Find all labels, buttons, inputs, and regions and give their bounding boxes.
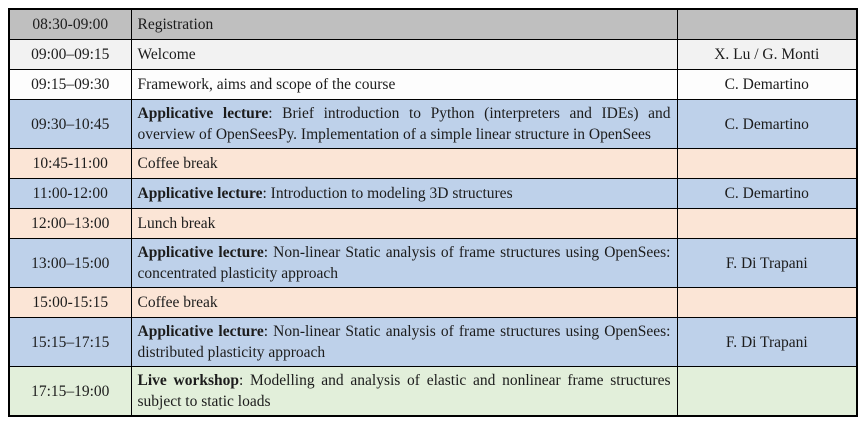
time-cell: 09:15–09:30 — [9, 70, 131, 100]
speaker-cell — [677, 9, 857, 40]
schedule-table — [8, 8, 858, 417]
table-row — [9, 288, 857, 318]
table-row — [9, 40, 857, 70]
lecture-type-label: Applicative lecture — [137, 244, 264, 261]
description-cell: Registration — [131, 9, 677, 40]
time-cell: 11:00-12:00 — [9, 179, 131, 209]
speaker-cell: X. Lu / G. Monti — [677, 40, 857, 70]
lecture-type-label: Applicative lecture — [137, 185, 263, 202]
description-cell: Welcome — [131, 40, 677, 70]
description-cell: Applicative lecture: Non-linear Static analysis of frame structures using OpenSees: distributed plasticity approach — [131, 318, 677, 367]
table-row — [9, 318, 857, 367]
lecture-type-label: Applicative lecture — [137, 323, 264, 340]
speaker-cell — [677, 367, 857, 417]
time-cell: 09:30–10:45 — [9, 100, 131, 149]
speaker-cell: C. Demartino — [677, 70, 857, 100]
speaker-cell — [677, 149, 857, 179]
table-row — [9, 70, 857, 100]
lecture-type-label: Live workshop — [137, 372, 239, 389]
speaker-cell — [677, 288, 857, 318]
table-row — [9, 239, 857, 288]
speaker-cell: C. Demartino — [677, 179, 857, 209]
description-cell: Live workshop: Modelling and analysis of elastic and nonlinear frame structures subject to static loads — [131, 367, 677, 417]
time-cell: 17:15–19:00 — [9, 367, 131, 417]
time-cell: 10:45-11:00 — [9, 149, 131, 179]
description-cell: Applicative lecture: Introduction to modeling 3D structures — [131, 179, 677, 209]
time-cell: 15:00-15:15 — [9, 288, 131, 318]
table-row — [9, 9, 857, 40]
description-cell: Coffee break — [131, 288, 677, 318]
speaker-cell: F. Di Trapani — [677, 239, 857, 288]
schedule-rows — [9, 9, 857, 416]
table-row — [9, 367, 857, 417]
table-row — [9, 100, 857, 149]
description-cell: Applicative lecture: Brief introduction to Python (interpreters and IDEs) and overview of OpenSeesPy. Implementation of a simple linear structure in OpenSees — [131, 100, 677, 149]
description-cell: Applicative lecture: Non-linear Static analysis of frame structures using OpenSees: concentrated plasticity approach — [131, 239, 677, 288]
description-cell: Framework, aims and scope of the course — [131, 70, 677, 100]
description-cell: Lunch break — [131, 209, 677, 239]
speaker-cell: F. Di Trapani — [677, 318, 857, 367]
table-row — [9, 209, 857, 239]
description-cell: Coffee break — [131, 149, 677, 179]
time-cell: 15:15–17:15 — [9, 318, 131, 367]
speaker-cell — [677, 209, 857, 239]
time-cell: 13:00–15:00 — [9, 239, 131, 288]
time-cell: 08:30-09:00 — [9, 9, 131, 40]
time-cell: 12:00–13:00 — [9, 209, 131, 239]
table-row — [9, 179, 857, 209]
time-cell: 09:00–09:15 — [9, 40, 131, 70]
table-row — [9, 149, 857, 179]
speaker-cell: C. Demartino — [677, 100, 857, 149]
lecture-type-label: Applicative lecture — [137, 105, 269, 122]
